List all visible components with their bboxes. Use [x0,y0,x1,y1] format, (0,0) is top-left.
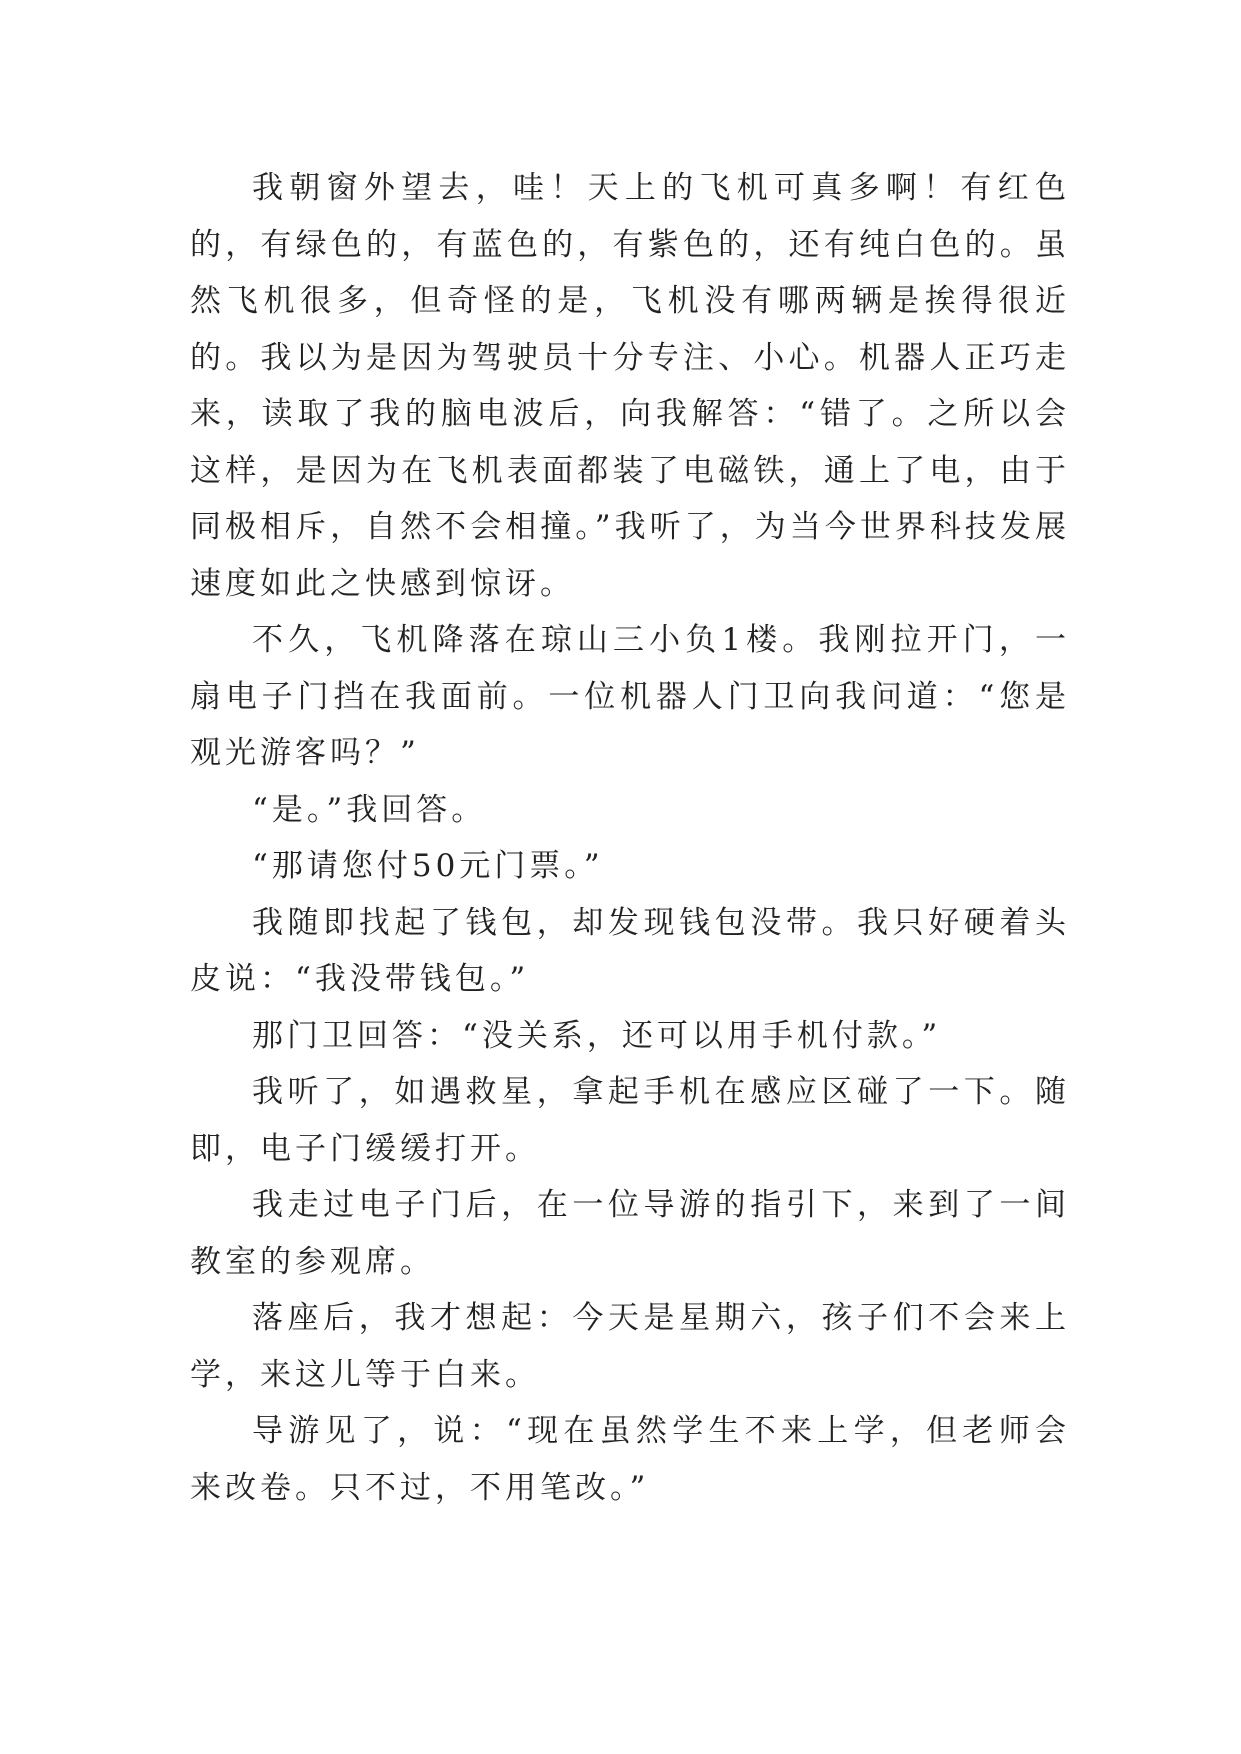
paragraph-3: “是。”我回答。 [252,791,487,828]
paragraph-6: 那门卫回答：“没关系，还可以用手机付款。” [252,1017,942,1054]
paragraph-4: “那请您付50元门票。” [252,848,604,884]
paragraph-5: 我随即找起了钱包，却发现钱包没带。我只好硬着头皮说：“我没带钱包。” [190,904,1070,997]
paragraph-10: 导游见了，说：“现在虽然学生不来上学，但老师会来改卷。只不过，不用笔改。” [190,1413,1070,1506]
paragraph-9: 落座后，我才想起：今天是星期六，孩子们不会来上学，来这儿等于白来。 [190,1300,1070,1393]
paragraph-7: 我听了，如遇救星，拿起手机在感应区碰了一下。随即，电子门缓缓打开。 [190,1074,1070,1167]
paragraph-1: 我朝窗外望去，哇！天上的飞机可真多啊！有红色的，有绿色的，有蓝色的，有紫色的，还有纯白色的。虽然飞机很多，但奇怪的是，飞机没有哪两辆是挨得很近的。我以为是因为驾驶员十分专注、小心。机器人正巧走来，读取了我的脑电波后，向我解答：“错了。之所以会这样，是因为在飞机表面都装了电磁铁，通上了电，由于同极相斥，自然不会相撞。”我听了，为当今世界科技发展速度如此之快感到惊讶。 [190,170,1070,602]
paragraph-2: 不久，飞机降落在琼山三小负1楼。我刚拉开门，一扇电子门挡在我面前。一位机器人门卫向我问道：“您是观光游客吗？” [190,622,1070,771]
paragraph-8: 我走过电子门后，在一位导游的指引下，来到了一间教室的参观席。 [190,1187,1070,1280]
article-body [190,160,1070,1516]
